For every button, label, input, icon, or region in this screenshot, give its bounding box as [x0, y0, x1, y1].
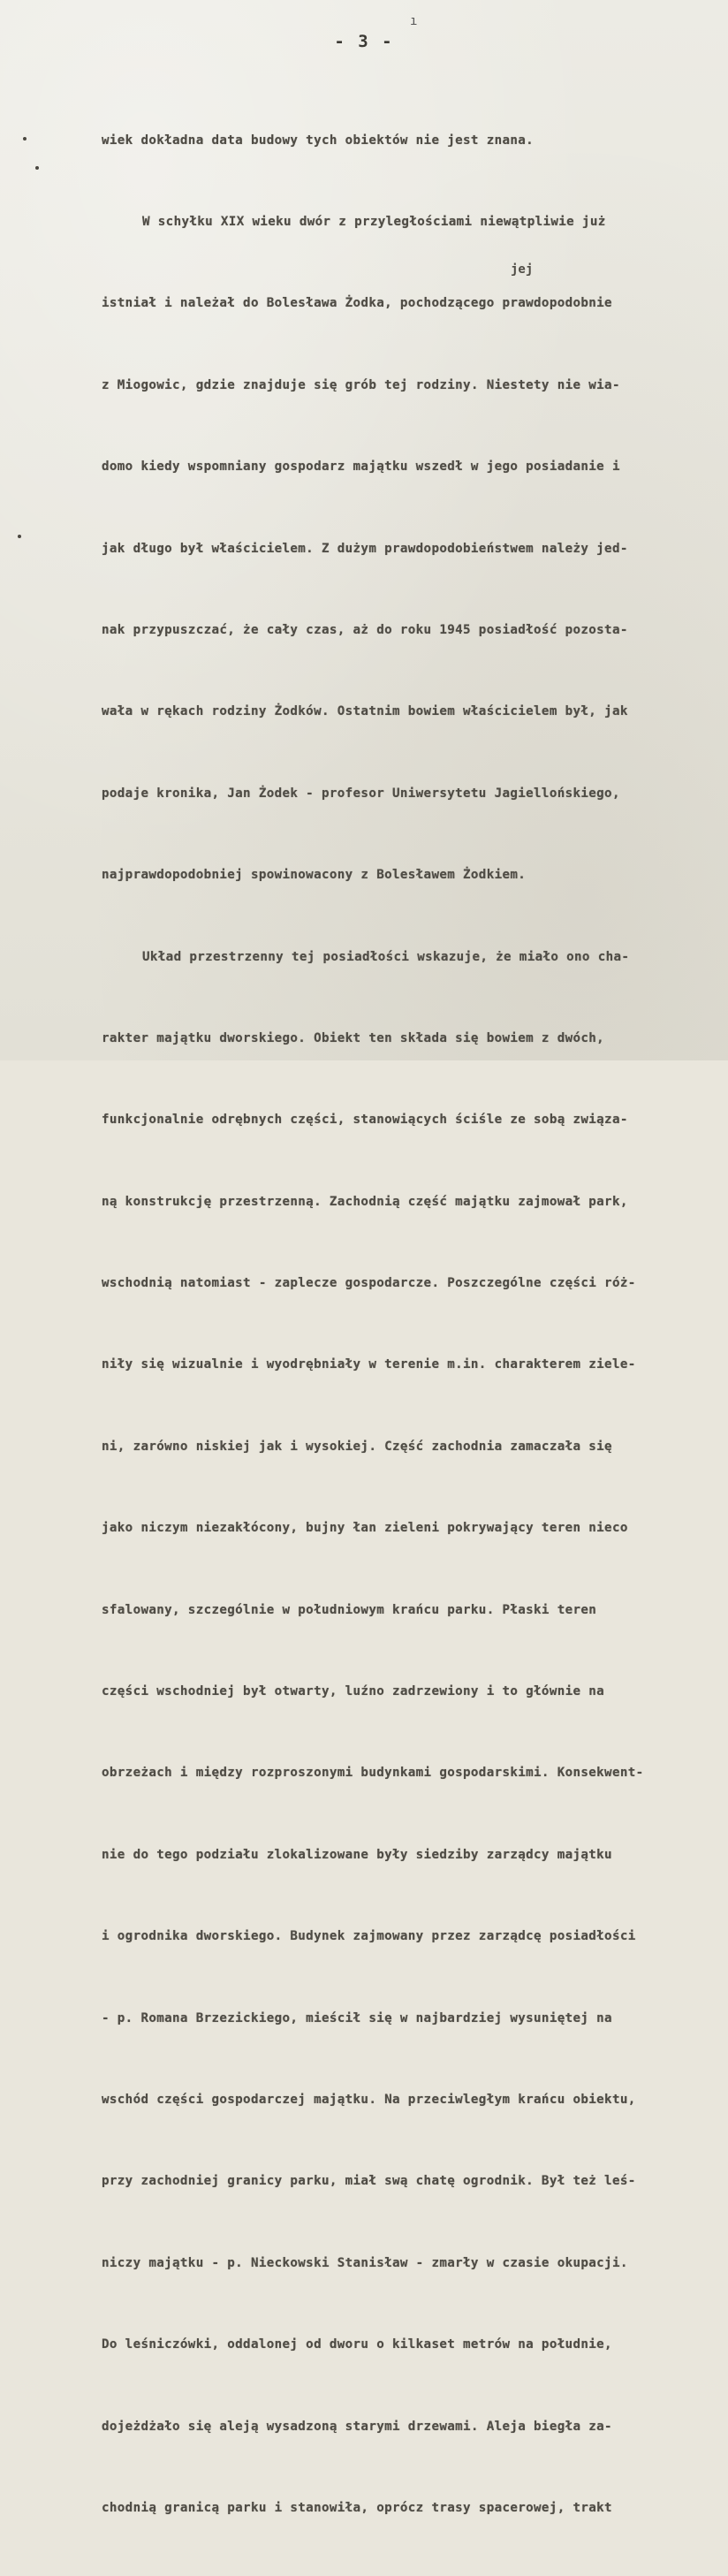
text-line: najprawdopodobniej spowinowacony z Bolesławem Żodkiem. — [102, 868, 527, 883]
text-line: niły się wizualnie i wyodrębniały w terenie m.in. charakterem ziele- — [102, 1357, 636, 1372]
page-number: - 3 - — [334, 32, 394, 51]
text-line: Układ przestrzenny tej posiadłości wskazuje, że miało ono cha- — [142, 949, 630, 964]
margin-mark — [35, 166, 39, 170]
top-mark: ı — [410, 14, 418, 28]
text-line: jak długo był właścicielem. Z dużym prawdopodobieństwem należy jed- — [102, 541, 628, 556]
text-line: rakter majątku dworskiego. Obiekt ten składa się bowiem z dwóch, — [102, 1030, 605, 1045]
text-line: nie do tego podziału zlokalizowane były siedziby zarządcy majątku — [102, 1847, 612, 1862]
text-line: niczy majątku - p. Nieckowski Stanisław - zmarły w czasie okupacji. — [102, 2255, 628, 2270]
text-line: dojeżdżało się aleją wysadzoną starymi drzewami. Aleja biegła za- — [102, 2419, 612, 2434]
text-line: wiek dokładna data budowy tych obiektów nie jest znana. — [102, 133, 535, 148]
text-line: obrzeżach i między rozproszonymi budynkami gospodarskimi. Konsekwent- — [102, 1766, 644, 1781]
margin-mark — [18, 535, 21, 538]
text-line: podaje kronika, Jan Żodek - profesor Uniwersytetu Jagiellońskiego, — [102, 786, 620, 801]
text-line: jako niczym niezakłócony, bujny łan zieleni pokrywający teren nieco — [102, 1521, 628, 1536]
text-line: przy zachodniej granicy parku, miał swą chatę ogrodnik. Był też leś- — [102, 2174, 636, 2189]
text-line: nak przypuszczać, że cały czas, aż do roku 1945 posiadłość pozosta- — [102, 622, 628, 637]
text-line: wschodnią natomiast - zaplecze gospodarcze. Poszczególne części róż- — [102, 1276, 636, 1291]
margin-mark — [23, 137, 27, 141]
text-line: Do leśniczówki, oddalonej od dworu o kilkaset metrów na południe, — [102, 2337, 612, 2352]
text-line: wschód części gospodarczej majątku. Na przeciwległym krańcu obiektu, — [102, 2092, 636, 2107]
text-line: domo kiedy wspomniany gospodarz majątku wszedł w jego posiadanie i — [102, 460, 620, 475]
text-line: - p. Romana Brzezickiego, mieścił się w najbardziej wysuniętej na — [102, 2010, 612, 2025]
text-line: istniał i należał do Bolesława Żodka, pochodzącego prawdopodobnie — [102, 296, 612, 311]
text-line: ną konstrukcję przestrzenną. Zachodnią część majątku zajmował park, — [102, 1194, 628, 1209]
body-text — [102, 72, 720, 2576]
text-line: z Miogowic, gdzie znajduje się grób tej rodziny. Niestety nie wia- — [102, 377, 620, 392]
text-line: funkcjonalnie odrębnych części, stanowiących ściśle ze sobą związa- — [102, 1113, 628, 1128]
text-line: W schyłku XIX wieku dwór z przyległościami niewątpliwie już — [142, 214, 606, 229]
inserted-word: jej — [511, 262, 534, 277]
text-line: wała w rękach rodziny Żodków. Ostatnim bowiem właścicielem był, jak — [102, 704, 628, 719]
text-line: chodnią granicą parku i stanowiła, oprócz trasy spacerowej, trakt — [102, 2500, 612, 2515]
text-line: sfalowany, szczególnie w południowym krańcu parku. Płaski teren — [102, 1602, 597, 1617]
text-line: ni, zarówno niskiej jak i wysokiej. Część zachodnia zamaczała się — [102, 1439, 612, 1454]
text-line: części wschodniej był otwarty, luźno zadrzewiony i to głównie na — [102, 1684, 605, 1699]
text-line: i ogrodnika dworskiego. Budynek zajmowany przez zarządcę posiadłości — [102, 1929, 636, 1944]
